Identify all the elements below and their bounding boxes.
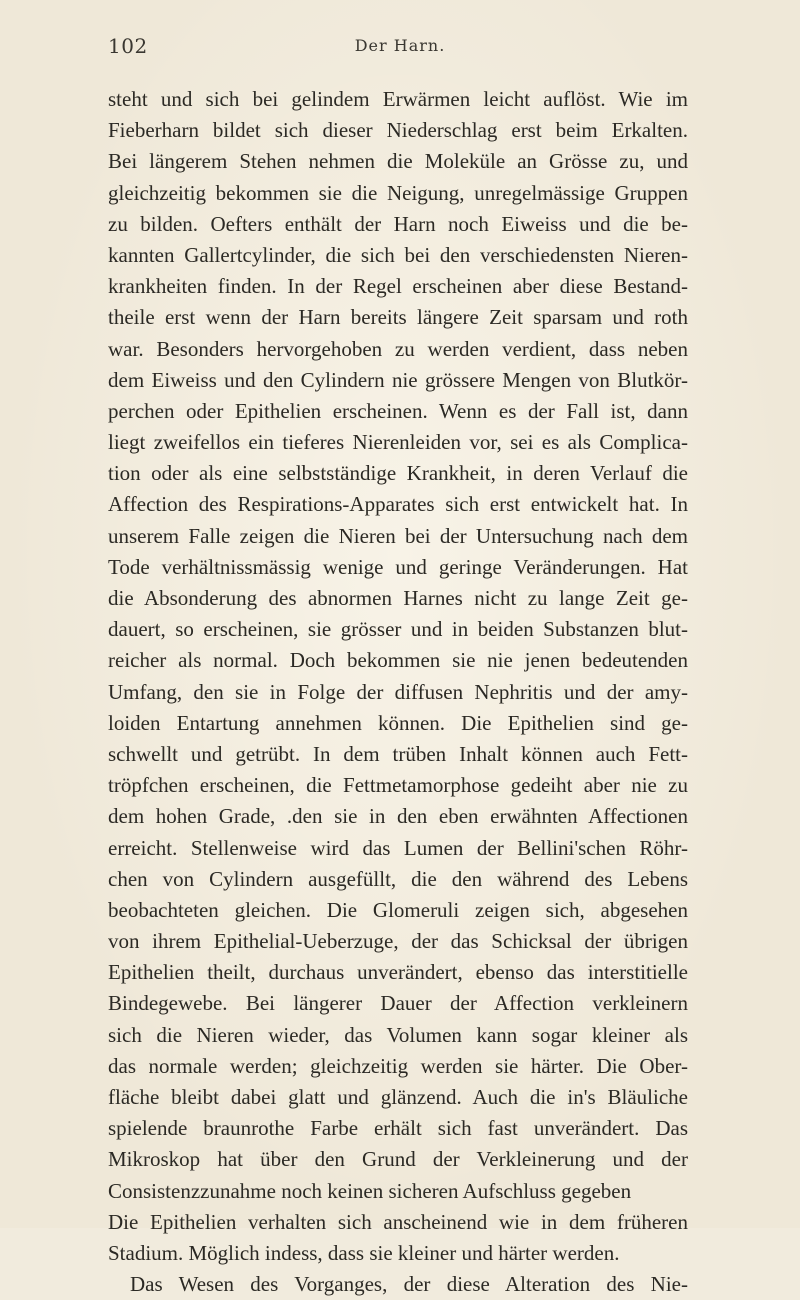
text-line: gleichzeitig bekommen sie die Neigung, unregelmässige Gruppen [108, 180, 688, 205]
text-line: theile erst wenn der Harn bereits längere Zeit sparsam und roth [108, 305, 688, 330]
text-line: Das Wesen des Vorganges, der diese Alteration des Nie- [130, 1272, 688, 1297]
text-line: die Absonderung des abnormen Harnes nicht zu lange Zeit ge- [108, 586, 688, 610]
text-line: fläche bleibt dabei glatt und glänzend. Auch die in's Bläuliche [108, 1085, 688, 1109]
text-line: perchen oder Epithelien erscheinen. Wenn es der Fall ist, dann [108, 398, 688, 423]
text-line: Epithelien theilt, durchaus unverändert, ebenso das interstitielle [108, 960, 688, 985]
text-line: liegt zweifellos ein tieferes Nierenleiden vor, sei es als Complica- [108, 430, 688, 455]
body-text [108, 84, 688, 1300]
text-line: war. Besonders hervorgehoben zu werden verdient, dass neben [108, 336, 688, 361]
text-line: zu bilden. Oefters enthält der Harn noch Eiweiss und die be- [108, 211, 688, 236]
text-line: Affection des Respirations-Apparates sich erst entwickelt hat. In [108, 492, 688, 517]
text-line: Tode verhältnissmässig wenige und geringe Veränderungen. Hat [108, 554, 688, 579]
text-line: spielende braunrothe Farbe erhält sich fast unverändert. Das [108, 1116, 688, 1141]
text-line: schwellt und getrübt. In dem trüben Inhalt können auch Fett- [108, 741, 688, 766]
text-line: Bei längerem Stehen nehmen die Moleküle an Grösse zu, und [108, 149, 688, 174]
text-line: tion oder als eine selbstständige Krankheit, in deren Verlauf die [108, 461, 688, 486]
text-line: erreicht. Stellenweise wird das Lumen der Bellini'schen Röhr- [108, 835, 688, 860]
text-line: krankheiten finden. In der Regel erscheinen aber diese Bestand- [108, 274, 688, 299]
text-line: Umfang, den sie in Folge der diffusen Nephritis und der amy- [108, 679, 688, 704]
text-line: unserem Falle zeigen die Nieren bei der Untersuchung nach dem [108, 523, 688, 548]
text-line: beobachteten gleichen. Die Glomeruli zeigen sich, abgesehen [108, 897, 688, 922]
text-line: Stadium. Möglich indess, dass sie kleiner und härter werden. [108, 1240, 620, 1265]
running-head [0, 34, 800, 58]
text-line: loiden Entartung annehmen können. Die Epithelien sind ge- [108, 710, 688, 735]
running-title: Der Harn. [354, 36, 446, 55]
text-line: Fieberharn bildet sich dieser Niederschlag erst beim Erkalten. [108, 118, 688, 143]
text-line: Die Epithelien verhalten sich anscheinend wie in dem früheren [108, 1209, 688, 1234]
page-number: 102 [108, 34, 148, 58]
text-line: tröpfchen erscheinen, die Fettmetamorphose gedeiht aber nie zu [108, 773, 688, 798]
text-line: dauert, so erscheinen, sie grösser und in beiden Substanzen blut- [108, 617, 688, 642]
text-line: dem Eiweiss und den Cylindern nie grössere Mengen von Blutkör- [108, 367, 688, 392]
text-line: Bindegewebe. Bei längerer Dauer der Affection verkleinern [108, 991, 688, 1016]
text-line: steht und sich bei gelindem Erwärmen leicht auflöst. Wie im [108, 87, 688, 111]
text-line: chen von Cylindern ausgefüllt, die den während des Lebens [108, 866, 688, 891]
text-line: Consistenzzunahme noch keinen sicheren Aufschluss gegeben [108, 1178, 632, 1203]
text-line: dem hohen Grade, .den sie in den eben erwähnten Affectionen [108, 804, 688, 829]
text-line: Mikroskop hat über den Grund der Verkleinerung und der [108, 1147, 688, 1172]
text-line: sich die Nieren wieder, das Volumen kann sogar kleiner als [108, 1022, 688, 1047]
text-line: reicher als normal. Doch bekommen sie nie jenen bedeutenden [108, 648, 688, 673]
text-line: das normale werden; gleichzeitig werden sie härter. Die Ober- [108, 1053, 688, 1078]
text-line: von ihrem Epithelial-Ueberzuge, der das Schicksal der übrigen [108, 929, 688, 954]
text-line: kannten Gallertcylinder, die sich bei den verschiedensten Nieren- [108, 242, 688, 267]
